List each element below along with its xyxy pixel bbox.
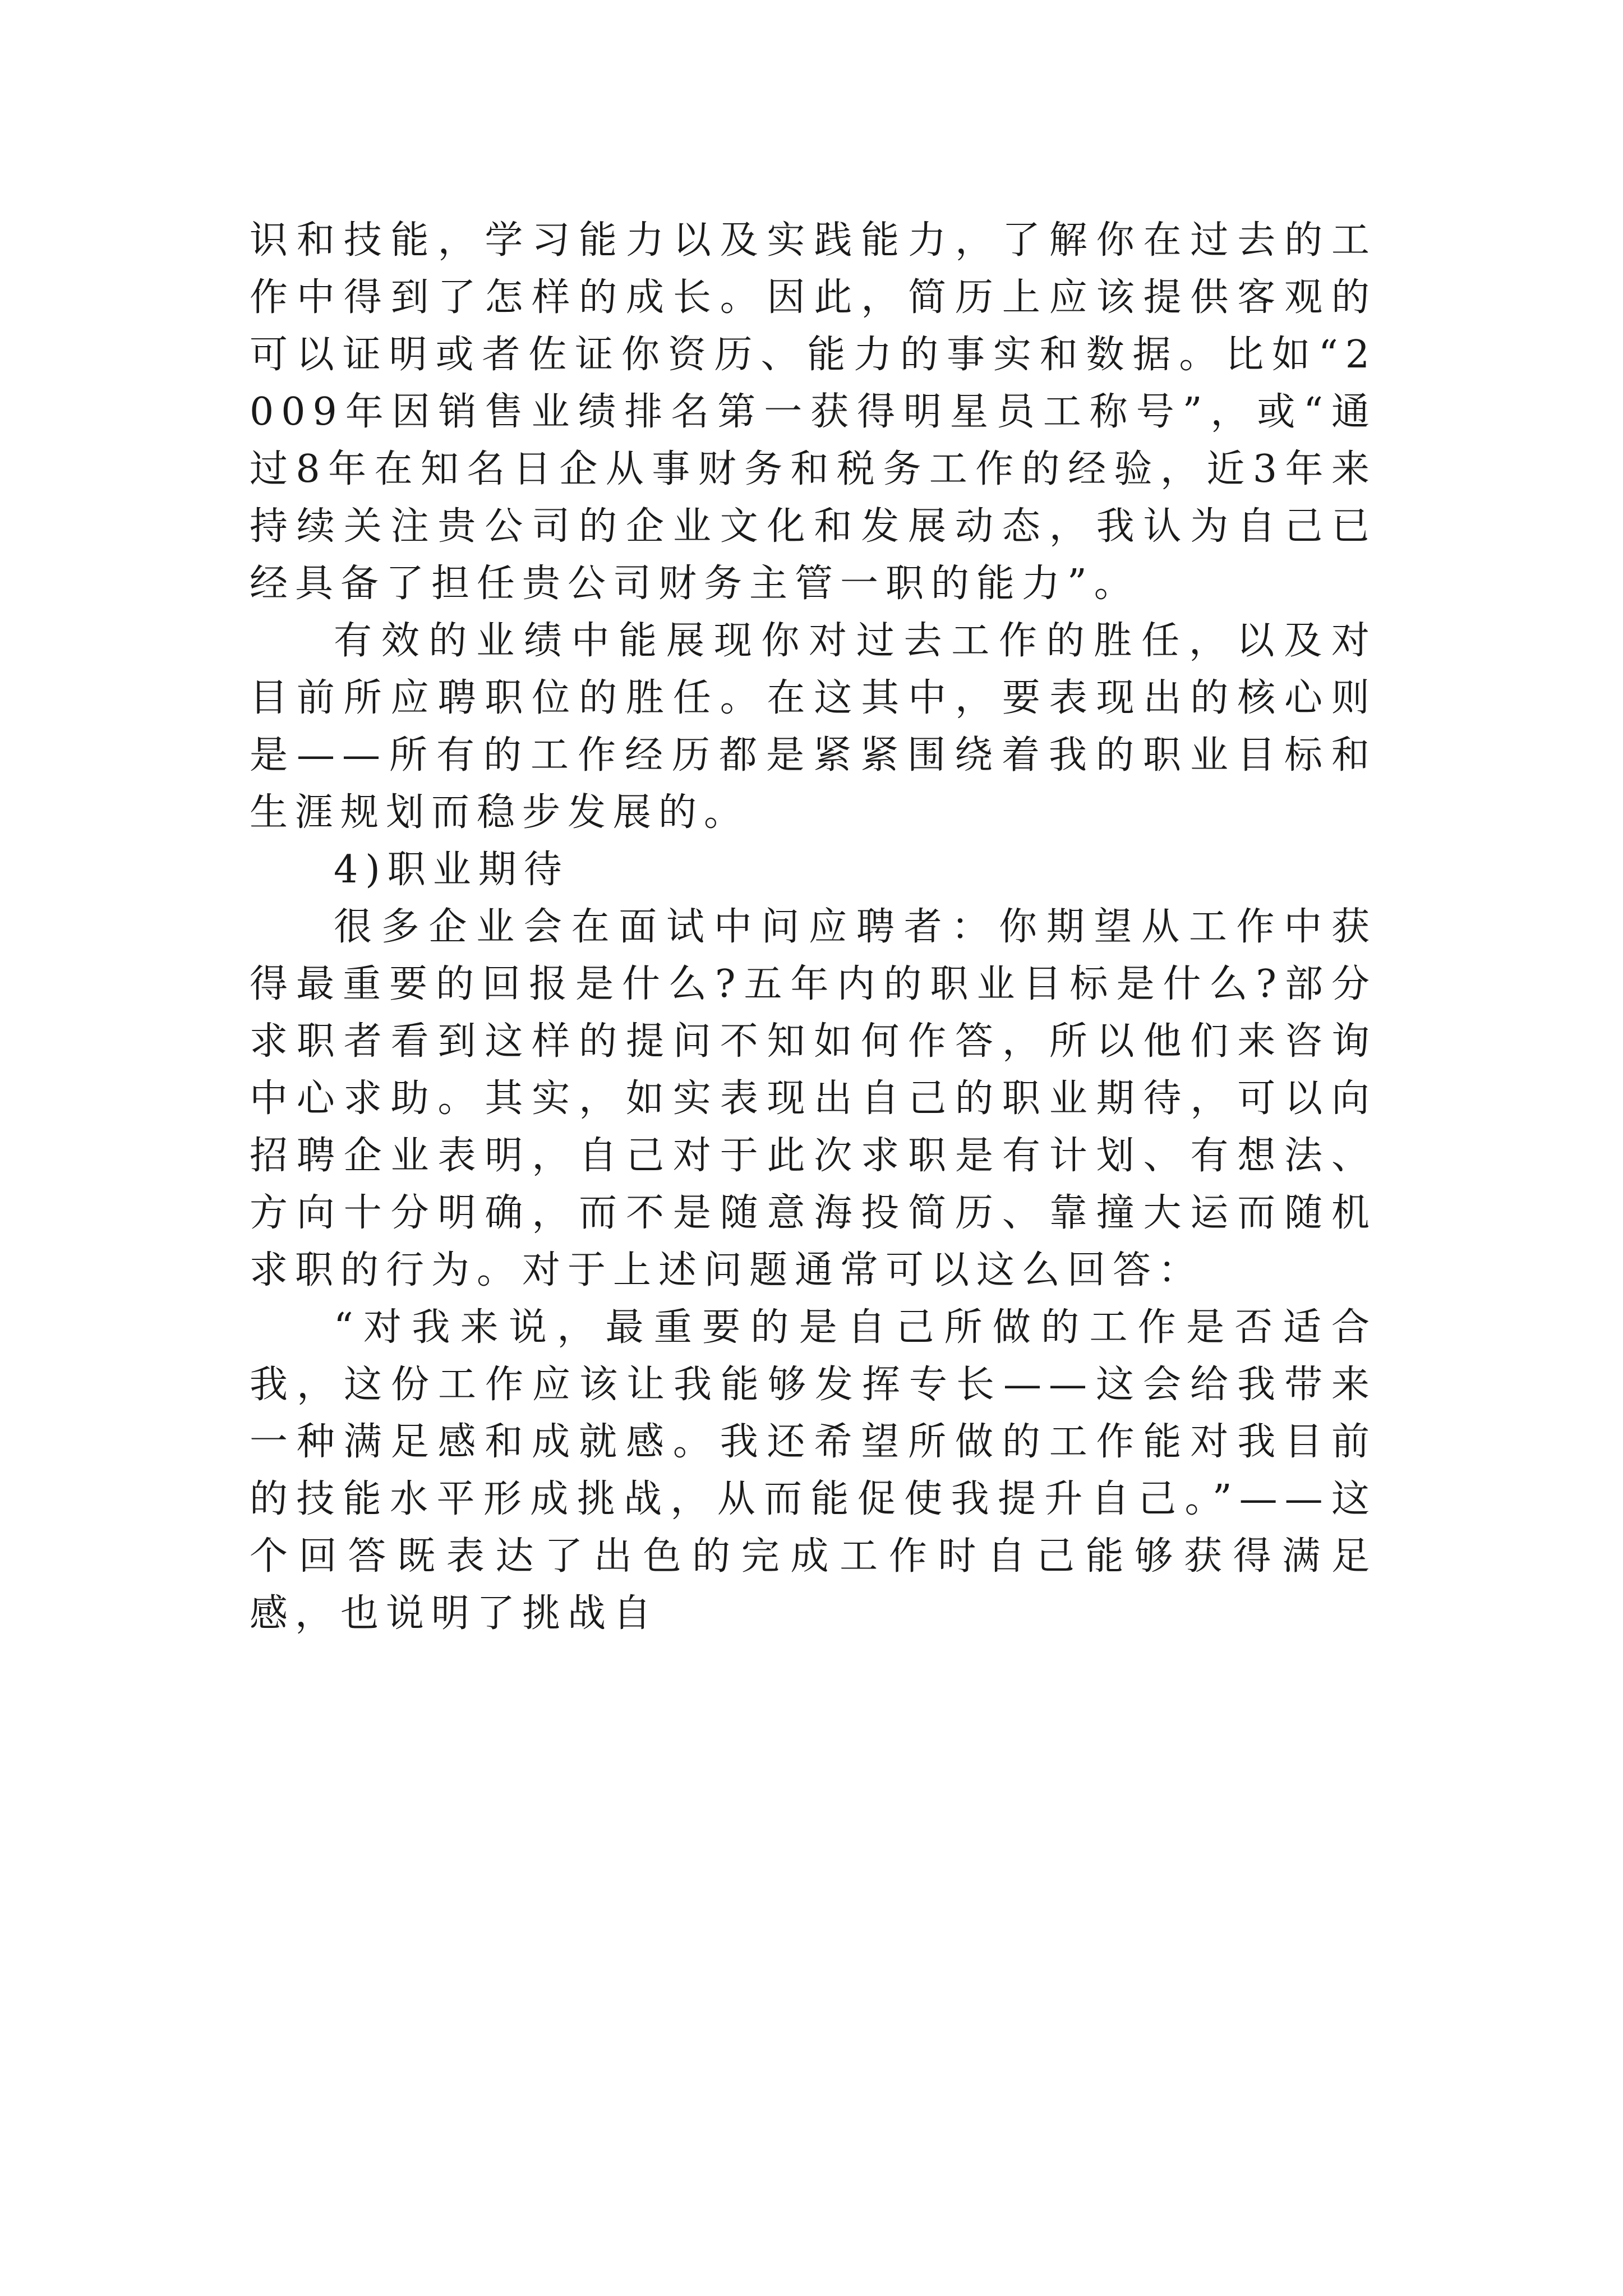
paragraph-achievements-evidence: 识和技能，学习能力以及实践能力，了解你在过去的工作中得到了怎样的成长。因此，简历上应该提供客观的可以证明或者佐证你资历、能力的事实和数据。比如“2009年因销售业绩排名第一获得明星员工称号”，或“通过8年在知名日企从事财务和税务工作的经验，近3年来持续关注贵公司的企业文化和发展动态，我认为自己已经具备了担任贵公司财务主管一职的能力”。: [250, 218, 1377, 606]
paragraph-sample-answer: “对我来说，最重要的是自己所做的工作是否适合我，这份工作应该让我能够发挥专长——这会给我带来一种满足感和成就感。我还希望所做的工作能对我目前的技能水平形成挑战，从而能促使我提升自己。”——这个回答既表达了出色的完成工作时自己能够获得满足感，也说明了挑战自: [250, 1305, 1377, 1636]
paragraph-interview-questions: 很多企业会在面试中问应聘者：你期望从工作中获得最重要的回报是什么?五年内的职业目标是什么?部分求职者看到这样的提问不知如何作答，所以他们来咨询中心求助。其实，如实表现出自己的职业期待，可以向招聘企业表明，自己对于此次求职是有计划、有想法、方向十分明确，而不是随意海投简历、靠撞大运而随机求职的行为。对于上述问题通常可以这么回答：: [250, 905, 1377, 1292]
section-heading-career-expectations: 4)职业期待: [334, 848, 569, 892]
document-body: [250, 212, 1377, 1642]
paragraph-effective-performance: 有效的业绩中能展现你对过去工作的胜任，以及对目前所应聘职位的胜任。在这其中，要表现出的核心则是——所有的工作经历都是紧紧围绕着我的职业目标和生涯规划而稳步发展的。: [250, 619, 1377, 835]
